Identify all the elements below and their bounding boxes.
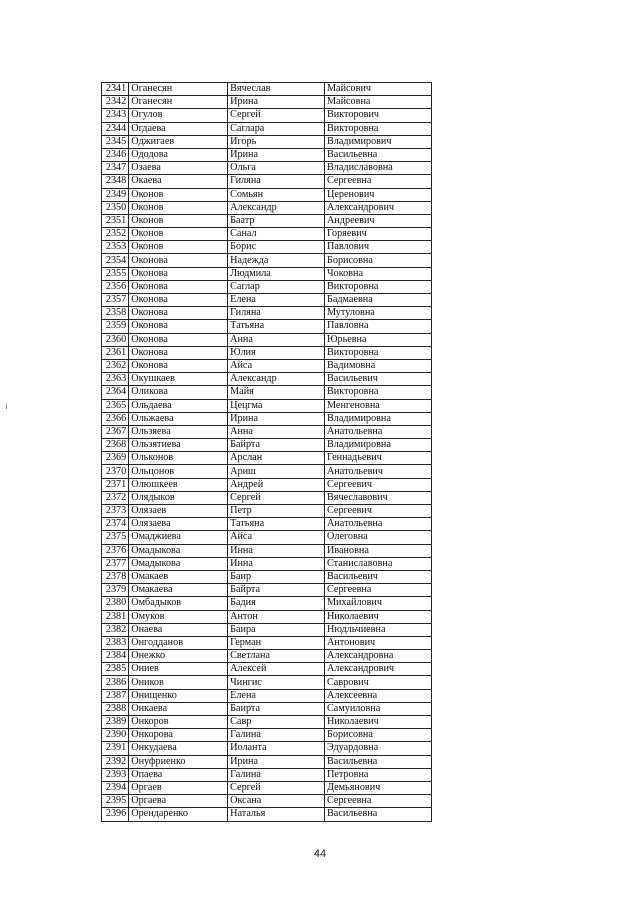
row-number: 2343	[102, 109, 129, 122]
first-name-cell: Майя	[228, 386, 325, 399]
surname-cell: Ользятиева	[129, 439, 228, 452]
row-number: 2360	[102, 333, 129, 346]
surname-cell: Омадыкова	[129, 557, 228, 570]
table-row	[102, 162, 432, 175]
row-number: 2358	[102, 307, 129, 320]
surname-cell: Оджигаев	[129, 135, 228, 148]
first-name-cell: Баира	[228, 623, 325, 636]
surname-cell: Онкудаева	[129, 742, 228, 755]
surname-cell: Олюшкеев	[129, 478, 228, 491]
surname-cell: Онуфриенко	[129, 755, 228, 768]
table-row	[102, 399, 432, 412]
patronymic-cell: Антонович	[325, 636, 432, 649]
table-row	[102, 135, 432, 148]
first-name-cell: Байрта	[228, 439, 325, 452]
first-name-cell: Татьяна	[228, 320, 325, 333]
patronymic-cell: Петровна	[325, 768, 432, 781]
patronymic-cell: Горяевич	[325, 228, 432, 241]
patronymic-cell: Александровна	[325, 650, 432, 663]
surname-cell: Онкорова	[129, 729, 228, 742]
row-number: 2381	[102, 610, 129, 623]
row-number: 2357	[102, 294, 129, 307]
first-name-cell: Андрей	[228, 478, 325, 491]
surname-cell: Онежко	[129, 650, 228, 663]
table-row	[102, 702, 432, 715]
row-number: 2371	[102, 478, 129, 491]
first-name-cell: Юлия	[228, 346, 325, 359]
first-name-cell: Бадия	[228, 597, 325, 610]
table-row	[102, 254, 432, 267]
patronymic-cell: Владимировна	[325, 412, 432, 425]
row-number: 2352	[102, 228, 129, 241]
row-number: 2379	[102, 584, 129, 597]
first-name-cell: Елена	[228, 294, 325, 307]
surname-cell: Оконова	[129, 359, 228, 372]
patronymic-cell: Ивановна	[325, 544, 432, 557]
table-row	[102, 544, 432, 557]
row-number: 2355	[102, 267, 129, 280]
first-name-cell: Петр	[228, 505, 325, 518]
surname-cell: Омуков	[129, 610, 228, 623]
first-name-cell: Баир	[228, 570, 325, 583]
patronymic-cell: Самуиловна	[325, 702, 432, 715]
first-name-cell: Ариш	[228, 465, 325, 478]
first-name-cell: Айса	[228, 359, 325, 372]
surname-cell: Омбадыков	[129, 597, 228, 610]
patronymic-cell: Владиславовна	[325, 162, 432, 175]
row-number: 2389	[102, 716, 129, 729]
patronymic-cell: Чоковна	[325, 267, 432, 280]
page-number: 44	[313, 848, 327, 860]
row-number: 2363	[102, 373, 129, 386]
table-row	[102, 478, 432, 491]
row-number: 2353	[102, 241, 129, 254]
patronymic-cell: Михайлович	[325, 597, 432, 610]
surname-cell: Оконов	[129, 228, 228, 241]
surname-cell: Опаева	[129, 768, 228, 781]
roster-table-body	[102, 83, 432, 822]
patronymic-cell: Викторовна	[325, 280, 432, 293]
table-row	[102, 610, 432, 623]
surname-cell: Оконова	[129, 307, 228, 320]
patronymic-cell: Викторович	[325, 109, 432, 122]
row-number: 2348	[102, 175, 129, 188]
first-name-cell: Оксана	[228, 795, 325, 808]
surname-cell: Ольцонов	[129, 465, 228, 478]
surname-cell: Оконов	[129, 201, 228, 214]
row-number: 2390	[102, 729, 129, 742]
table-row	[102, 320, 432, 333]
table-row	[102, 346, 432, 359]
patronymic-cell: Саврович	[325, 676, 432, 689]
table-row	[102, 465, 432, 478]
table-row	[102, 83, 432, 96]
patronymic-cell: Анатольевна	[325, 425, 432, 438]
surname-cell: Ододова	[129, 148, 228, 161]
row-number: 2373	[102, 505, 129, 518]
table-row	[102, 175, 432, 188]
row-number: 2365	[102, 399, 129, 412]
table-row	[102, 214, 432, 227]
patronymic-cell: Эдуардовна	[325, 742, 432, 755]
table-row	[102, 505, 432, 518]
row-number: 2351	[102, 214, 129, 227]
first-name-cell: Гиляна	[228, 175, 325, 188]
roster-table	[101, 82, 432, 822]
patronymic-cell: Васильевна	[325, 755, 432, 768]
first-name-cell: Борис	[228, 241, 325, 254]
patronymic-cell: Александрович	[325, 201, 432, 214]
surname-cell: Онгодданов	[129, 636, 228, 649]
table-row	[102, 636, 432, 649]
first-name-cell: Александр	[228, 373, 325, 386]
surname-cell: Окаева	[129, 175, 228, 188]
surname-cell: Оганесян	[129, 96, 228, 109]
row-number: 2367	[102, 425, 129, 438]
first-name-cell: Санал	[228, 228, 325, 241]
patronymic-cell: Александрович	[325, 663, 432, 676]
row-number: 2356	[102, 280, 129, 293]
row-number: 2350	[102, 201, 129, 214]
row-number: 2384	[102, 650, 129, 663]
table-row	[102, 294, 432, 307]
patronymic-cell: Нюдльчиевна	[325, 623, 432, 636]
first-name-cell: Ольга	[228, 162, 325, 175]
first-name-cell: Татьяна	[228, 518, 325, 531]
row-number: 2386	[102, 676, 129, 689]
surname-cell: Оконов	[129, 214, 228, 227]
surname-cell: Ольконов	[129, 452, 228, 465]
first-name-cell: Ирина	[228, 96, 325, 109]
first-name-cell: Галина	[228, 768, 325, 781]
table-row	[102, 188, 432, 201]
first-name-cell: Сергей	[228, 491, 325, 504]
surname-cell: Оконова	[129, 280, 228, 293]
table-row	[102, 623, 432, 636]
first-name-cell: Чингис	[228, 676, 325, 689]
first-name-cell: Надежда	[228, 254, 325, 267]
first-name-cell: Саглара	[228, 122, 325, 135]
table-row	[102, 729, 432, 742]
surname-cell: Ониев	[129, 663, 228, 676]
patronymic-cell: Майсовна	[325, 96, 432, 109]
row-number: 2395	[102, 795, 129, 808]
surname-cell: Оконова	[129, 333, 228, 346]
patronymic-cell: Павлович	[325, 241, 432, 254]
row-number: 2369	[102, 452, 129, 465]
surname-cell: Омаджиева	[129, 531, 228, 544]
table-row	[102, 768, 432, 781]
row-number: 2376	[102, 544, 129, 557]
patronymic-cell: Демьянович	[325, 781, 432, 794]
table-row	[102, 597, 432, 610]
table-row	[102, 148, 432, 161]
first-name-cell: Герман	[228, 636, 325, 649]
surname-cell: Оргаев	[129, 781, 228, 794]
patronymic-cell: Васильевич	[325, 570, 432, 583]
table-row	[102, 241, 432, 254]
surname-cell: Оганесян	[129, 83, 228, 96]
surname-cell: Оликова	[129, 386, 228, 399]
row-number: 2366	[102, 412, 129, 425]
first-name-cell: Людмила	[228, 267, 325, 280]
surname-cell: Окушкаев	[129, 373, 228, 386]
surname-cell: Олязаева	[129, 518, 228, 531]
patronymic-cell: Менгеновна	[325, 399, 432, 412]
patronymic-cell: Алексеевна	[325, 689, 432, 702]
row-number: 2396	[102, 808, 129, 821]
first-name-cell: Анна	[228, 425, 325, 438]
table-row	[102, 109, 432, 122]
table-row	[102, 412, 432, 425]
patronymic-cell: Анатольевна	[325, 518, 432, 531]
surname-cell: Озаева	[129, 162, 228, 175]
row-number: 2391	[102, 742, 129, 755]
surname-cell: Ольжаева	[129, 412, 228, 425]
first-name-cell: Сергей	[228, 109, 325, 122]
surname-cell: Омакаева	[129, 584, 228, 597]
patronymic-cell: Васильевна	[325, 148, 432, 161]
table-row	[102, 452, 432, 465]
row-number: 2341	[102, 83, 129, 96]
first-name-cell: Цецгма	[228, 399, 325, 412]
surname-cell: Омадыкова	[129, 544, 228, 557]
patronymic-cell: Сергеевна	[325, 795, 432, 808]
patronymic-cell: Павловна	[325, 320, 432, 333]
row-number: 2394	[102, 781, 129, 794]
table-row	[102, 584, 432, 597]
patronymic-cell: Владимирович	[325, 135, 432, 148]
table-row	[102, 781, 432, 794]
first-name-cell: Ирина	[228, 412, 325, 425]
table-row	[102, 491, 432, 504]
first-name-cell: Анна	[228, 333, 325, 346]
patronymic-cell: Анатольевич	[325, 465, 432, 478]
row-number: 2361	[102, 346, 129, 359]
table-row	[102, 373, 432, 386]
first-name-cell: Саглар	[228, 280, 325, 293]
patronymic-cell: Сергеевна	[325, 584, 432, 597]
first-name-cell: Гиляна	[228, 307, 325, 320]
surname-cell: Оконова	[129, 294, 228, 307]
surname-cell: Огдаева	[129, 122, 228, 135]
patronymic-cell: Николаевич	[325, 610, 432, 623]
surname-cell: Орендаренко	[129, 808, 228, 821]
first-name-cell: Светлана	[228, 650, 325, 663]
first-name-cell: Инна	[228, 544, 325, 557]
first-name-cell: Иоланта	[228, 742, 325, 755]
surname-cell: Оконова	[129, 320, 228, 333]
surname-cell: Онкоров	[129, 716, 228, 729]
patronymic-cell: Вадимовна	[325, 359, 432, 372]
patronymic-cell: Майсович	[325, 83, 432, 96]
row-number: 2349	[102, 188, 129, 201]
patronymic-cell: Сергеевич	[325, 478, 432, 491]
row-number: 2346	[102, 148, 129, 161]
patronymic-cell: Борисовна	[325, 254, 432, 267]
patronymic-cell: Николаевич	[325, 716, 432, 729]
row-number: 2393	[102, 768, 129, 781]
patronymic-cell: Сергеевич	[325, 505, 432, 518]
patronymic-cell: Викторовна	[325, 346, 432, 359]
surname-cell: Оконов	[129, 241, 228, 254]
row-number: 2345	[102, 135, 129, 148]
row-number: 2368	[102, 439, 129, 452]
row-number: 2370	[102, 465, 129, 478]
first-name-cell: Игорь	[228, 135, 325, 148]
first-name-cell: Алексей	[228, 663, 325, 676]
first-name-cell: Байрта	[228, 584, 325, 597]
patronymic-cell: Олеговна	[325, 531, 432, 544]
first-name-cell: Александр	[228, 201, 325, 214]
first-name-cell: Айса	[228, 531, 325, 544]
table-row	[102, 307, 432, 320]
surname-cell: Ольдаева	[129, 399, 228, 412]
row-number: 2392	[102, 755, 129, 768]
table-row	[102, 122, 432, 135]
scan-margin-mark	[6, 404, 7, 409]
first-name-cell: Савр	[228, 716, 325, 729]
patronymic-cell: Васильевич	[325, 373, 432, 386]
table-row	[102, 267, 432, 280]
table-row	[102, 650, 432, 663]
first-name-cell: Инна	[228, 557, 325, 570]
first-name-cell: Сомьян	[228, 188, 325, 201]
first-name-cell: Вячеслав	[228, 83, 325, 96]
surname-cell: Онаева	[129, 623, 228, 636]
patronymic-cell: Андреевич	[325, 214, 432, 227]
surname-cell: Оников	[129, 676, 228, 689]
row-number: 2344	[102, 122, 129, 135]
first-name-cell: Галина	[228, 729, 325, 742]
surname-cell: Олязаев	[129, 505, 228, 518]
first-name-cell: Антон	[228, 610, 325, 623]
surname-cell: Ользяева	[129, 425, 228, 438]
patronymic-cell: Сергеевна	[325, 175, 432, 188]
row-number: 2354	[102, 254, 129, 267]
first-name-cell: Баирта	[228, 702, 325, 715]
first-name-cell: Наталья	[228, 808, 325, 821]
table-row	[102, 518, 432, 531]
table-row	[102, 755, 432, 768]
row-number: 2362	[102, 359, 129, 372]
table-row	[102, 742, 432, 755]
table-row	[102, 689, 432, 702]
surname-cell: Оконова	[129, 254, 228, 267]
row-number: 2388	[102, 702, 129, 715]
table-row	[102, 359, 432, 372]
table-row	[102, 280, 432, 293]
row-number: 2374	[102, 518, 129, 531]
surname-cell: Оконова	[129, 267, 228, 280]
first-name-cell: Елена	[228, 689, 325, 702]
first-name-cell: Сергей	[228, 781, 325, 794]
table-row	[102, 439, 432, 452]
table-row	[102, 386, 432, 399]
surname-cell: Онищенко	[129, 689, 228, 702]
table-row	[102, 333, 432, 346]
patronymic-cell: Мутуловна	[325, 307, 432, 320]
first-name-cell: Ирина	[228, 148, 325, 161]
patronymic-cell: Вячеславович	[325, 491, 432, 504]
patronymic-cell: Церенович	[325, 188, 432, 201]
patronymic-cell: Бадмаевна	[325, 294, 432, 307]
table-row	[102, 531, 432, 544]
table-row	[102, 795, 432, 808]
patronymic-cell: Станиславовна	[325, 557, 432, 570]
row-number: 2385	[102, 663, 129, 676]
row-number: 2383	[102, 636, 129, 649]
table-row	[102, 716, 432, 729]
first-name-cell: Арслан	[228, 452, 325, 465]
surname-cell: Олядыков	[129, 491, 228, 504]
surname-cell: Оконова	[129, 346, 228, 359]
surname-cell: Оргаева	[129, 795, 228, 808]
first-name-cell: Баатр	[228, 214, 325, 227]
patronymic-cell: Геннадьевич	[325, 452, 432, 465]
first-name-cell: Ирина	[228, 755, 325, 768]
patronymic-cell: Борисовна	[325, 729, 432, 742]
table-row	[102, 557, 432, 570]
table-row	[102, 663, 432, 676]
row-number: 2377	[102, 557, 129, 570]
patronymic-cell: Владимировна	[325, 439, 432, 452]
table-row	[102, 570, 432, 583]
table-row	[102, 808, 432, 821]
row-number: 2342	[102, 96, 129, 109]
row-number: 2380	[102, 597, 129, 610]
table-row	[102, 676, 432, 689]
patronymic-cell: Юрьевна	[325, 333, 432, 346]
row-number: 2372	[102, 491, 129, 504]
table-row	[102, 228, 432, 241]
row-number: 2359	[102, 320, 129, 333]
row-number: 2378	[102, 570, 129, 583]
table-row	[102, 201, 432, 214]
surname-cell: Онкаева	[129, 702, 228, 715]
row-number: 2387	[102, 689, 129, 702]
surname-cell: Оконов	[129, 188, 228, 201]
row-number: 2375	[102, 531, 129, 544]
patronymic-cell: Викторовна	[325, 122, 432, 135]
patronymic-cell: Васильевна	[325, 808, 432, 821]
table-row	[102, 96, 432, 109]
row-number: 2364	[102, 386, 129, 399]
patronymic-cell: Викторовна	[325, 386, 432, 399]
table-row	[102, 425, 432, 438]
row-number: 2347	[102, 162, 129, 175]
row-number: 2382	[102, 623, 129, 636]
surname-cell: Огулов	[129, 109, 228, 122]
surname-cell: Омакаев	[129, 570, 228, 583]
